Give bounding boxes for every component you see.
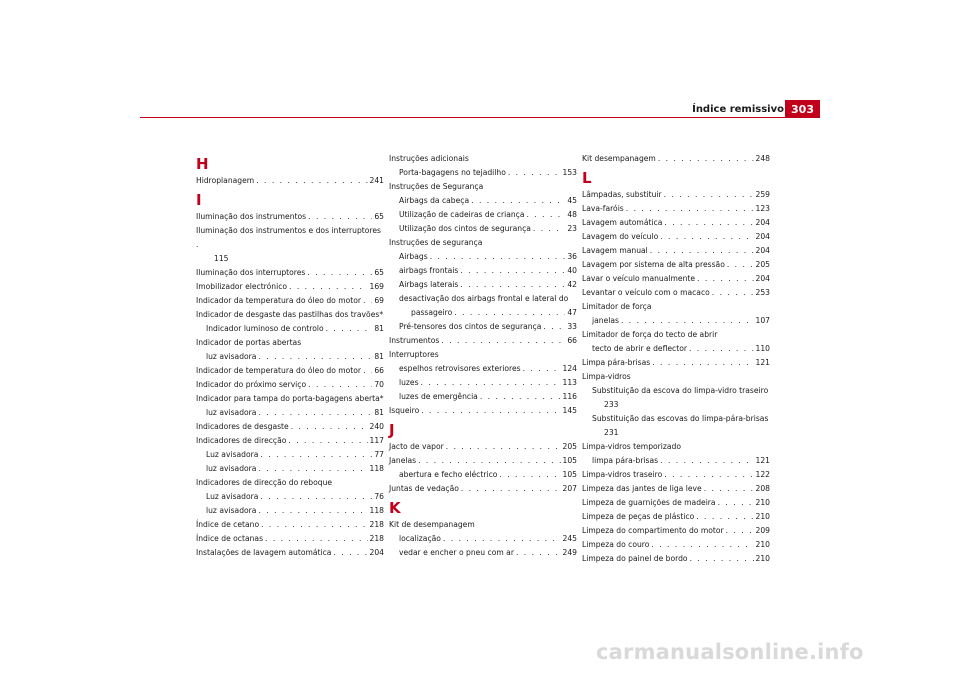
index-entry: Indicadores de desgaste . . . 240 xyxy=(196,420,384,434)
index-entry: Indicador de temperatura do óleo do motor . . . 66 xyxy=(196,364,384,378)
index-column-3 xyxy=(582,152,770,566)
index-entry: Limpeza das jantes de liga leve . . . 208 xyxy=(582,482,770,496)
index-entry: Juntas de vedação . . . 207 xyxy=(389,482,577,496)
page-number-badge: 303 xyxy=(785,100,820,118)
index-entry: Instrumentos . . . 66 xyxy=(389,334,577,348)
index-entry: Interruptores espelhos retrovisores exteriores . . . 124 luzes . . . 113 luzes de emergência . . . 116 xyxy=(389,348,577,404)
section-letter-k: K xyxy=(389,499,401,517)
index-entry: Lâmpadas, substituir . . . 259 xyxy=(582,188,770,202)
index-column-2 xyxy=(389,152,577,560)
index-entry: Indicador da temperatura do óleo do motor . . . 69 xyxy=(196,294,384,308)
index-entry: Limpeza do compartimento do motor . . . 209 xyxy=(582,524,770,538)
index-entry: Indicador de desgaste das pastilhas dos travões* Indicador luminoso de controlo . . . 81 xyxy=(196,308,384,336)
index-entry: Instalações de lavagem automática . . . 204 xyxy=(196,546,384,560)
index-entry: Imobilizador electrónico . . . 169 xyxy=(196,280,384,294)
index-entry: Iluminação dos interruptores . . . 65 xyxy=(196,266,384,280)
index-entry: Limpa-vidros Substituição da escova do limpa-vidro traseiro 233 Substituição das escovas do limpa-pára-brisas 231 xyxy=(582,372,769,437)
section-letter-i: I xyxy=(196,191,202,209)
index-entry: Lavagem do veículo . . . 204 xyxy=(582,230,770,244)
index-entry: Limpeza de guarnições de madeira . . . 210 xyxy=(582,496,770,510)
index-entry: Indicador do próximo serviço . . . 70 xyxy=(196,378,384,392)
index-entry: Instruções de Segurança Airbags da cabeça . . . 45 Utilização de cadeiras de criança . . . 48 Utilização dos cintos de segurança . . . 23 xyxy=(389,180,577,236)
index-column-1 xyxy=(196,152,384,560)
index-entry: Instruções de segurança Airbags . . . 36 airbags frontais . . . 40 Airbags laterais . . . 42 desactivação dos airbags frontal e lateral do passageiro . . . 47 Pré-tensores dos cintos de segurança . . . 33 xyxy=(389,236,577,334)
index-entry: Janelas . . . 105 abertura e fecho eléctrico . . . 105 xyxy=(389,454,577,482)
section-letter-j: J xyxy=(389,421,395,439)
page-header-title: Índice remissivo xyxy=(692,104,784,115)
index-entry: Levantar o veículo com o macaco . . . 253 xyxy=(582,286,770,300)
index-entry: Kit de desempanagem localização . . . 245 vedar e encher o pneu com ar . . . 249 xyxy=(389,518,577,560)
index-entry: Limpeza do couro . . . 210 xyxy=(582,538,770,552)
index-entry: Indicador de portas abertas luz avisadora . . . 81 xyxy=(196,336,384,364)
watermark-text: carmanualsonline.info xyxy=(596,640,864,664)
index-entry: Índice de octanas . . . 218 xyxy=(196,532,384,546)
index-entry: Limpeza do painel de bordo . . . 210 xyxy=(582,552,770,566)
section-letter-h: H xyxy=(196,155,209,173)
index-entry: Kit desempanagem . . . 248 xyxy=(582,152,770,166)
index-entry: Instruções adicionais Porta-bagagens no tejadilho . . . 153 xyxy=(389,152,577,180)
header-rule xyxy=(140,117,820,118)
index-entry: Indicador para tampa do porta-bagagens aberta* luz avisadora . . . 81 xyxy=(196,392,384,420)
index-entry: Lavagem por sistema de alta pressão . . . 205 xyxy=(582,258,770,272)
index-entry: Isqueiro . . . 145 xyxy=(389,404,577,418)
section-letter-l: L xyxy=(582,169,592,187)
index-entry: Limitador de força janelas . . . 107 xyxy=(582,300,770,328)
index-entry: Limpa-vidros traseiro . . . 122 xyxy=(582,468,770,482)
index-entry: Hidroplanagem . . . 241 xyxy=(196,174,384,188)
index-entry: Lava-faróis . . . 123 xyxy=(582,202,770,216)
index-entry: Indicadores de direcção do reboque Luz avisadora . . . 76 luz avisadora . . . 118 xyxy=(196,476,384,518)
index-entry: Limpa-vidros temporizado limpa pára-brisas . . . 121 xyxy=(582,440,770,468)
index-entry: Iluminação dos instrumentos . . . 65 xyxy=(196,210,384,224)
index-entry: Lavagem manual . . . 204 xyxy=(582,244,770,258)
index-entry: Indicadores de direcção . . . 117 Luz avisadora . . . 77 luz avisadora . . . 118 xyxy=(196,434,384,476)
index-entry: Iluminação dos instrumentos e dos interruptores . 115 xyxy=(196,226,381,263)
index-entry: Jacto de vapor . . . 205 xyxy=(389,440,577,454)
index-entry: Limpa pára-brisas . . . 121 xyxy=(582,356,770,370)
index-entry: Índice de cetano . . . 218 xyxy=(196,518,384,532)
index-entry: Lavagem automática . . . 204 xyxy=(582,216,770,230)
index-entry: Limitador de força do tecto de abrir tecto de abrir e deflector . . . 110 xyxy=(582,328,770,356)
index-entry: Limpeza de peças de plástico . . . 210 xyxy=(582,510,770,524)
index-entry: Lavar o veículo manualmente . . . 204 xyxy=(582,272,770,286)
